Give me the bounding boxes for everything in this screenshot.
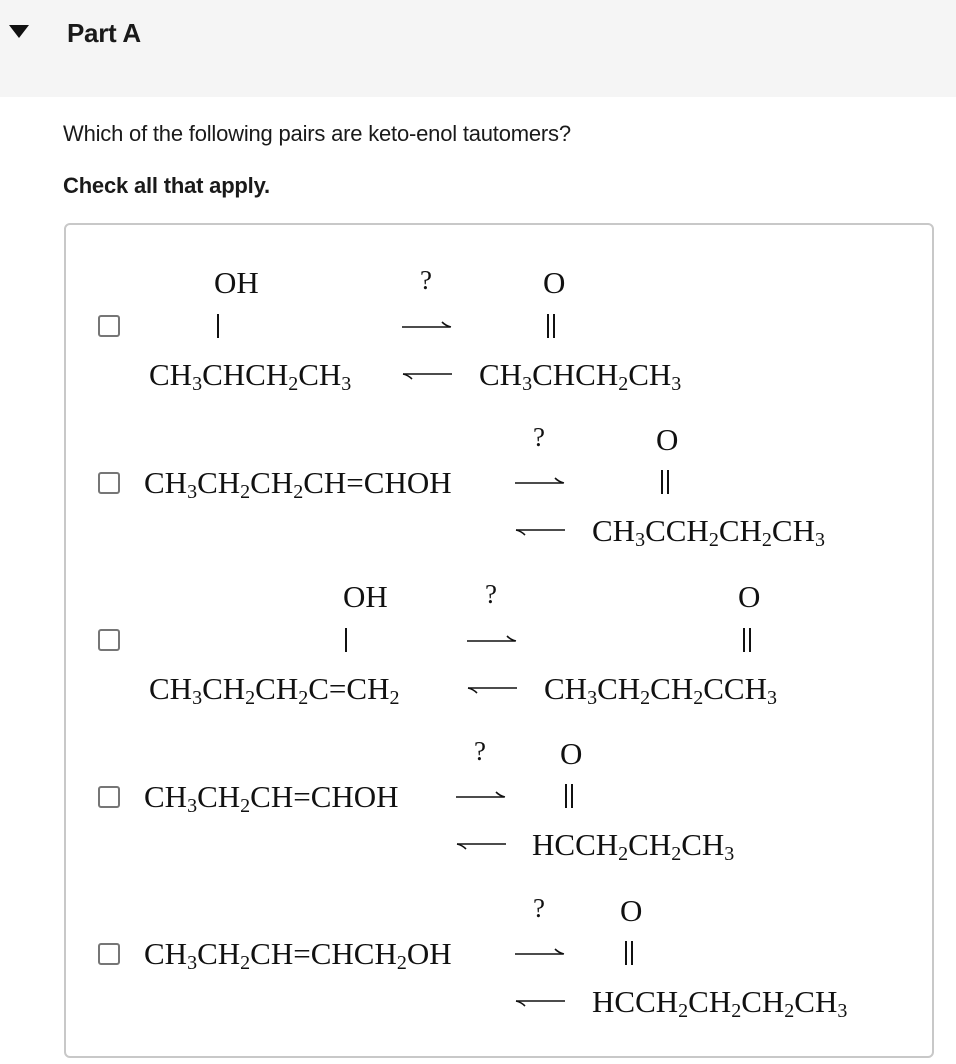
option-3-left-oh-label: OH [343,579,388,614]
option-4-right-double-bond-a [565,784,567,808]
option-1-forward-arrow-icon [402,320,452,334]
option-1-right-o-label: O [543,265,566,300]
option-2-right-double-bond-a [661,470,663,494]
option-4-right-o-label: O [560,736,583,771]
option-1-left-oh-label: OH [214,265,259,300]
option-3-reverse-arrow-icon [467,681,517,695]
option-4-arrow-label: ? [474,736,486,766]
option-3-forward-arrow-icon [467,634,517,648]
option-5-checkbox[interactable] [98,943,120,965]
part-title: Part A [67,18,141,48]
option-1-arrow-label: ? [420,265,432,295]
option-1-left-single-bond [217,314,219,338]
option-1-left-formula: $CH_3CHCH_2CH_3$ [149,357,352,395]
question-prompt: Which of the following pairs are keto-enol tautomers? [63,121,571,146]
option-3-right-formula: $CH_3CH_2CH_2CCH_3$ [544,671,777,709]
option-1-right-double-bond-a [547,314,549,338]
option-2-right-double-bond-b [667,470,669,494]
collapse-triangle-icon[interactable] [9,25,29,38]
option-5-right-double-bond-a [625,941,627,965]
option-4-checkbox[interactable] [98,786,120,808]
option-5-left-formula: $CH_3CH_2CH=CHCH_2OH$ [144,936,452,974]
option-3-right-double-bond-a [743,628,745,652]
option-5-arrow-label: ? [533,893,545,923]
option-3-left-single-bond [345,628,347,652]
option-2-reverse-arrow-icon [515,523,565,537]
option-2-right-formula: $CH_3CCH_2CH_2CH_3$ [592,513,825,551]
option-5-right-formula: $HCCH_2CH_2CH_2CH_3$ [592,984,848,1022]
option-4-right-formula: $HCCH_2CH_2CH_3$ [532,827,735,865]
option-2-arrow-label: ? [533,422,545,452]
option-1-right-double-bond-b [553,314,555,338]
option-4-right-double-bond-b [571,784,573,808]
option-2-forward-arrow-icon [515,476,565,490]
option-1-reverse-arrow-icon [402,367,452,381]
option-4-reverse-arrow-icon [456,837,506,851]
option-3-checkbox[interactable] [98,629,120,651]
option-2-checkbox[interactable] [98,472,120,494]
option-5-right-o-label: O [620,893,643,928]
option-3-left-formula: $CH_3CH_2CH_2C=CH_2$ [149,671,400,709]
part-header [0,0,956,97]
option-3-right-o-label: O [738,579,761,614]
option-2-left-formula: $CH_3CH_2CH_2CH=CHOH$ [144,465,452,503]
option-1-right-formula: $CH_3CHCH_2CH_3$ [479,357,682,395]
option-3-arrow-label: ? [485,579,497,609]
question-instruction: Check all that apply. [63,173,270,198]
option-5-forward-arrow-icon [515,947,565,961]
option-2-right-o-label: O [656,422,679,457]
option-5-reverse-arrow-icon [515,994,565,1008]
option-4-forward-arrow-icon [456,790,506,804]
option-3-right-double-bond-b [749,628,751,652]
option-4-left-formula: $CH_3CH_2CH=CHOH$ [144,779,399,817]
option-1-checkbox[interactable] [98,315,120,337]
option-5-right-double-bond-b [631,941,633,965]
